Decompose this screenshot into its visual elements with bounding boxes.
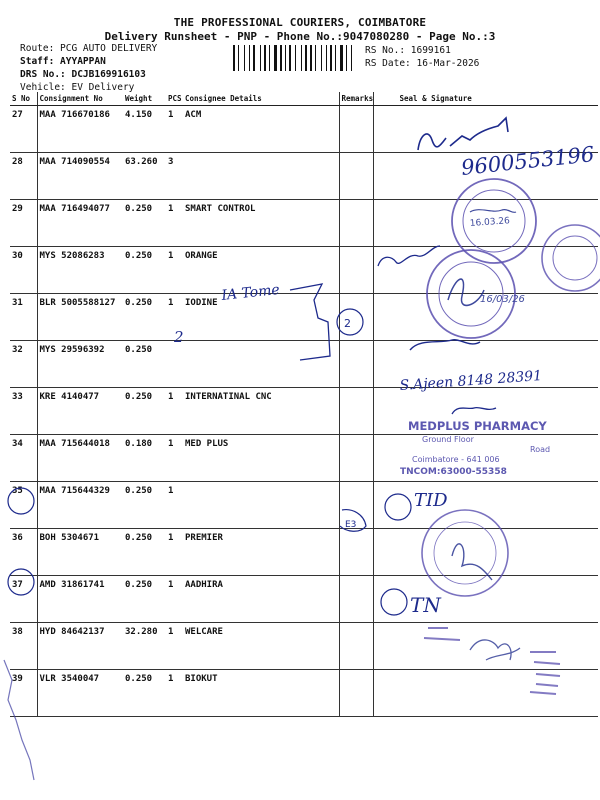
row-remarks: [339, 153, 373, 200]
barcode-bar: [328, 45, 329, 71]
row-consignee: SMART CONTROL: [183, 200, 339, 247]
row-consignee: [183, 153, 339, 200]
barcode-bar: [233, 45, 235, 71]
barcode-bar: [256, 45, 259, 71]
row-remarks: [339, 576, 373, 623]
table-row: [10, 294, 598, 341]
barcode-bar: [251, 45, 252, 71]
row-consignee: WELCARE: [183, 623, 339, 670]
col-weight: Weight: [123, 92, 166, 106]
row-weight: 0.250: [123, 341, 166, 388]
row-consignment: MAA 715644018: [37, 435, 123, 482]
row-consignee: IODINE: [183, 294, 339, 341]
row-pcs: 1: [166, 247, 183, 294]
row-weight: 4.150: [123, 106, 166, 153]
row-consignment: AMD 31861741: [37, 576, 123, 623]
row-remarks: [339, 482, 373, 529]
barcode-bar: [244, 45, 245, 71]
barcode-bar: [317, 45, 320, 71]
row-remarks: [339, 200, 373, 247]
row-consignment: MAA 716494077: [37, 200, 123, 247]
table-row: [10, 576, 598, 623]
row-seal: [373, 247, 598, 294]
table-row: [10, 153, 598, 200]
row-consignment: MYS 29596392: [37, 341, 123, 388]
row-pcs: [166, 341, 183, 388]
table-row: [10, 388, 598, 435]
row-pcs: 1: [166, 482, 183, 529]
row-remarks: [339, 106, 373, 153]
table-header-row: [10, 92, 598, 106]
row-remarks: [339, 435, 373, 482]
row-pcs: 3: [166, 153, 183, 200]
table-row: [10, 482, 598, 529]
col-consignee: Consignee Details: [183, 92, 339, 106]
table-row: [10, 106, 598, 153]
barcode-bar: [340, 45, 343, 71]
barcode-bar: [321, 45, 322, 71]
barcode-bar: [253, 45, 255, 71]
row-sno: 33: [10, 388, 37, 435]
barcode-bar: [249, 45, 250, 71]
row-pcs: 1: [166, 529, 183, 576]
row-consignment: MAA 715644329: [37, 482, 123, 529]
runsheet-info-left: [20, 42, 157, 94]
circled-2-text: 2: [344, 317, 351, 330]
barcode-bar: [295, 45, 296, 71]
table-row: [10, 435, 598, 482]
row-consignee: ORANGE: [183, 247, 339, 294]
row-weight: 0.250: [123, 576, 166, 623]
table-row: [10, 247, 598, 294]
barcode-bar: [262, 45, 263, 71]
barcode-bar: [292, 45, 294, 71]
barcode-bar: [246, 45, 248, 71]
col-consignment: Consignment No: [37, 92, 123, 106]
table-row: [10, 623, 598, 670]
vehicle-text: Vehicle: EV Delivery: [20, 82, 135, 93]
barcode-bar: [333, 45, 334, 71]
col-sno: S No: [10, 92, 37, 106]
row-pcs: 1: [166, 435, 183, 482]
table-row: [10, 200, 598, 247]
col-seal: Seal & Signature: [373, 92, 598, 106]
row-consignment: HYD 84642137: [37, 623, 123, 670]
barcode-bar: [260, 45, 261, 71]
medplus-line1: Ground Floor: [422, 435, 474, 444]
row-consignment: BOH 5304671: [37, 529, 123, 576]
row-seal: [373, 388, 598, 435]
barcode-bar: [305, 45, 307, 71]
barcode-bar: [278, 45, 279, 71]
row-remarks: [339, 247, 373, 294]
barcode-bar: [287, 45, 288, 71]
row-weight: 32.280: [123, 623, 166, 670]
row-consignee: MED PLUS: [183, 435, 339, 482]
barcode-bar: [351, 45, 352, 71]
table-row: [10, 670, 598, 717]
row-consignee: [183, 482, 339, 529]
row-consignment: MAA 716670186: [37, 106, 123, 153]
row31-date-handwritten: 16/03/26: [480, 294, 525, 305]
row-sno: 34: [10, 435, 37, 482]
row-weight: 0.250: [123, 482, 166, 529]
row-seal: [373, 435, 598, 482]
row-seal: [373, 670, 598, 717]
barcode-bar: [274, 45, 277, 71]
row-consignee: [183, 341, 339, 388]
barcode-bar: [285, 45, 286, 71]
row-weight: 0.250: [123, 670, 166, 717]
runsheet-table: [10, 92, 598, 717]
barcode-bar: [313, 45, 314, 71]
barcode-bar: [353, 45, 355, 71]
phone-handwritten: 9600553196: [460, 142, 596, 180]
row-remarks: [339, 341, 373, 388]
barcode-bar: [344, 45, 345, 71]
row-consignment: MAA 714090554: [37, 153, 123, 200]
row-sno: 32: [10, 341, 37, 388]
row-weight: 0.250: [123, 529, 166, 576]
barcode-bar: [267, 45, 268, 71]
table-row: [10, 529, 598, 576]
runsheet-info-right: [365, 44, 479, 70]
row-remarks: [339, 670, 373, 717]
row-consignment: BLR 5005588127: [37, 294, 123, 341]
barcode-bar: [269, 45, 270, 71]
row-pcs: 1: [166, 623, 183, 670]
row-remarks: [339, 294, 373, 341]
barcode-bar: [310, 45, 312, 71]
row-sno: 27: [10, 106, 37, 153]
medplus-line2: Coimbatore - 641 006: [412, 455, 500, 464]
barcode-bar: [289, 45, 291, 71]
barcode-bar: [337, 45, 339, 71]
row-sno: 38: [10, 623, 37, 670]
row31-handwritten-note: IA Tome: [220, 281, 281, 304]
barcode-bar: [303, 45, 304, 71]
row-remarks: [339, 623, 373, 670]
row-weight: 0.250: [123, 388, 166, 435]
barcode-bar: [326, 45, 327, 71]
barcode-bar: [330, 45, 332, 71]
barcode-bar: [301, 45, 302, 71]
row36-handwritten-note: TID: [414, 490, 448, 511]
row-pcs: 1: [166, 670, 183, 717]
row-seal: [373, 200, 598, 247]
table-row: [10, 341, 598, 388]
row36-code: E3: [345, 520, 357, 530]
row-consignee: INTERNATINAL CNC: [183, 388, 339, 435]
row-sno: 29: [10, 200, 37, 247]
barcode-bar: [297, 45, 300, 71]
row-consignee: AADHIRA: [183, 576, 339, 623]
row-consignment: VLR 3540047: [37, 670, 123, 717]
barcode: [233, 45, 361, 71]
barcode-bar: [308, 45, 309, 71]
runsheet-subtitle: Delivery Runsheet - PNP - Phone No.:9047080280 - Page No.:3: [104, 30, 496, 43]
row-consignment: MYS 52086283: [37, 247, 123, 294]
row-pcs: 1: [166, 294, 183, 341]
row-weight: 0.250: [123, 294, 166, 341]
barcode-bar: [323, 45, 325, 71]
row-seal: [373, 482, 598, 529]
row-seal: [373, 106, 598, 153]
row-seal: [373, 623, 598, 670]
row-sno: 36: [10, 529, 37, 576]
medplus-line3: Road: [530, 445, 551, 454]
row29-date-handwritten: 16.03.26: [469, 216, 511, 229]
row-pcs: 1: [166, 106, 183, 153]
rs-date: RS Date: 16-Mar-2026: [365, 58, 480, 69]
barcode-bar: [236, 45, 237, 71]
row-seal: [373, 576, 598, 623]
barcode-bar: [335, 45, 336, 71]
row-sno: 37: [10, 576, 37, 623]
row-consignee: ACM: [183, 106, 339, 153]
barcode-bar: [240, 45, 243, 71]
drs-text: DRS No.: DCJB169916103: [20, 69, 146, 80]
barcode-bar: [346, 45, 347, 71]
route-text: Route: PCG AUTO DELIVERY: [20, 43, 158, 54]
row-sno: 31: [10, 294, 37, 341]
row-remarks: [339, 388, 373, 435]
row-pcs: 1: [166, 576, 183, 623]
row-weight: 63.260: [123, 153, 166, 200]
row-consignee: PREMIER: [183, 529, 339, 576]
row-remarks: [339, 529, 373, 576]
barcode-bar: [280, 45, 282, 71]
row-pcs: 1: [166, 388, 183, 435]
row-seal: [373, 153, 598, 200]
medplus-code: TNCOM:63000-55358: [400, 467, 507, 477]
row-sno: 30: [10, 247, 37, 294]
row38-handwritten-note: TN: [410, 593, 441, 617]
row33-handwritten-note: S.Ajeen 8148 28391: [399, 368, 543, 394]
row-sno: 39: [10, 670, 37, 717]
barcode-bar: [348, 45, 350, 71]
row-consignment: KRE 4140477: [37, 388, 123, 435]
col-pcs: PCS: [166, 92, 183, 106]
barcode-bar: [271, 45, 273, 71]
row-seal: [373, 529, 598, 576]
medplus-name: MEDPLUS PHARMACY: [408, 419, 547, 433]
barcode-bar: [283, 45, 284, 71]
row-weight: 0.250: [123, 247, 166, 294]
row-weight: 0.180: [123, 435, 166, 482]
staff-text: Staff: AYYAPPAN: [20, 56, 106, 67]
row-consignee: BIOKUT: [183, 670, 339, 717]
row-sno: 28: [10, 153, 37, 200]
rs-number: RS No.: 1699161: [365, 45, 451, 56]
row-seal: [373, 294, 598, 341]
col-remarks: Remarks: [339, 92, 373, 106]
row-sno: 35: [10, 482, 37, 529]
row-weight: 0.250: [123, 200, 166, 247]
barcode-bar: [238, 45, 239, 71]
barcode-bar: [315, 45, 316, 71]
barcode-bar: [264, 45, 266, 71]
row-seal: [373, 341, 598, 388]
row-pcs: 1: [166, 200, 183, 247]
company-title: THE PROFESSIONAL COURIERS, COIMBATORE: [173, 16, 427, 29]
row32-pcs-handwritten: 2: [174, 328, 184, 346]
